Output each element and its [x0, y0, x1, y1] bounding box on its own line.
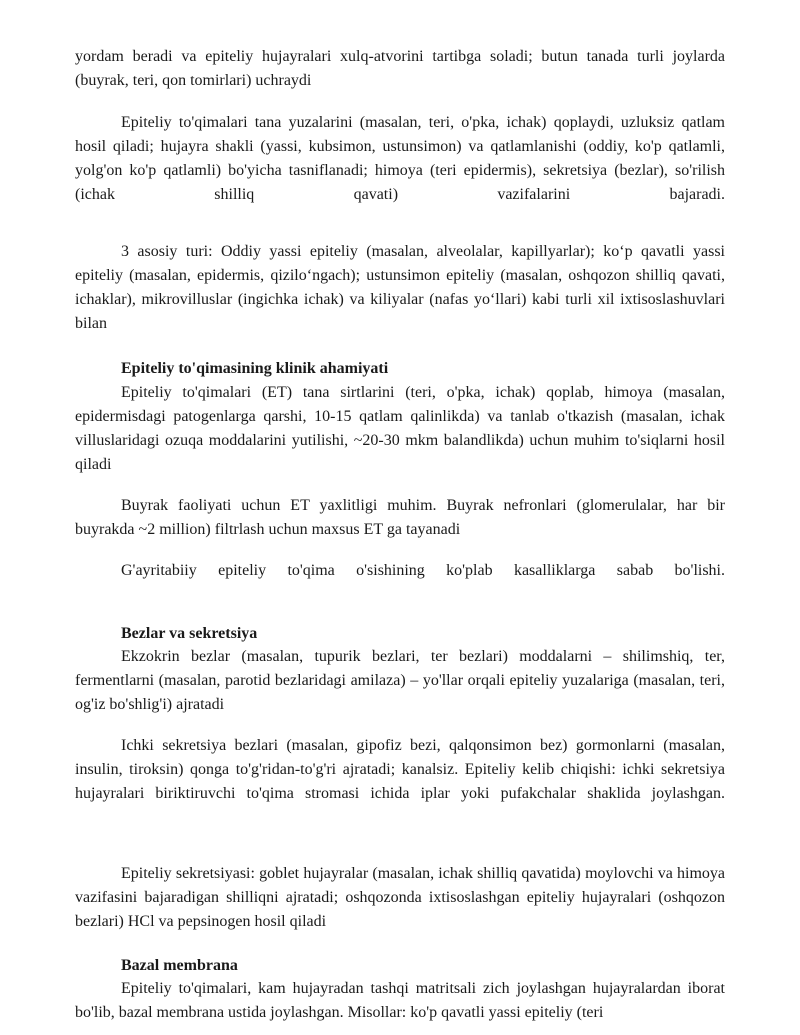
paragraph-exocrine-glands: Ekzokrin bezlar (masalan, tupurik bezlari, ter bezlari) moddalarni – shilimshiq, ter, fermentlarni (masalan, parotid bezlaridagi amilaza) – yo'llar orqali epiteliy yuzalariga (masalan, teri, og'iz bo'shlig'i) ajratadi — [75, 648, 725, 713]
paragraph-clinical-barrier: Epiteliy to'qimalari (ET) tana sirtlarini (teri, o'pka, ichak) qoplab, himoya (masalan, epidermisdagi patogenlarga qarshi, 10-15 qatlam qalinlikda) va tanlab o'tkazish (masalan, ichak villuslaridagi ozuqa moddalarini yutilishi, ~20-30 mkm balandlikda) uchun muhim to'siqlarni hosil qiladi — [75, 384, 725, 473]
heading-glands-secretion: Bezlar va sekretsiya — [121, 625, 258, 642]
paragraph-intro-continuation: yordam beradi va epiteliy hujayralari xulq-atvorini tartibga soladi; butun tanada turli joylarda (buyrak, teri, qon tomirlari) uchraydi — [75, 48, 725, 89]
paragraph-main-types: 3 asosiy turi: Oddiy yassi epiteliy (masalan, alveolalar, kapillyarlar); ko‘p qavatli yassi epiteliy (masalan, epidermis, qizilo‘ngach); ustunsimon epiteliy (masalan, oshqozon shilliq qavati, ichaklar), mikrovilluslar (ingichka ichak) va kiliyalar (nafas yo‘llari) kabi turli xil ixtisoslashuvlari bilan — [75, 243, 725, 332]
paragraph-epithelium-overview: Epiteliy to'qimalari tana yuzalarini (masalan, teri, o'pka, ichak) qoplaydi, uzluksiz qatlam hosil qiladi; hujayra shakli (yassi, kubsimon, ustunsimon) va qatlamlanishi (oddiy, ko'p qatlamli, yolg'on ko'p qatlamli) bo'yicha tasniflanadi; himoya (teri epidermis), sekretsiya (bezlar), so'rilish (ichak shilliq qavati) vazifalarini bajaradi. — [75, 114, 725, 203]
heading-clinical-significance: Epiteliy to'qimasining klinik ahamiyati — [121, 360, 389, 377]
paragraph-basement-membrane: Epiteliy to'qimalari, kam hujayradan tashqi matritsali zich joylashgan hujayralardan iborat bo'lib, bazal membrana ustida joylashgan. Misollar: ko'p qavatli yassi epiteliy (teri — [75, 980, 725, 1021]
heading-basement-membrane: Bazal membrana — [121, 957, 238, 974]
paragraph-epithelial-secretion: Epiteliy sekretsiyasi: goblet hujayralar (masalan, ichak shilliq qavatida) moylovchi va himoya vazifasini bajaradigan shilliqni ajratadi; oshqozonda ixtisoslashgan epiteliy hujayralari (oshqozon bezlari) HCl va pepsinogen hosil qiladi — [75, 865, 725, 930]
paragraph-abnormal-growth: G'ayritabiiy epiteliy to'qima o'sishining ko'plab kasalliklarga sabab bo'lishi. — [121, 562, 725, 579]
paragraph-kidney-function: Buyrak faoliyati uchun ET yaxlitligi muhim. Buyrak nefronlari (glomerulalar, har bir buyrakda ~2 million) filtrlash uchun maxsus ET ga tayanadi — [75, 497, 725, 538]
paragraph-endocrine-glands: Ichki sekretsiya bezlari (masalan, gipofiz bezi, qalqonsimon bez) gormonlarni (masalan, insulin, tiroksin) qonga to'g'ridan-to'g'ri ajratadi; kanalsiz. Epiteliy kelib chiqishi: ichki sekretsiya hujayralari biriktiruvchi to'qima stromasi ichida iplar yoki pufakchalar shaklida joylashgan. — [75, 737, 725, 802]
